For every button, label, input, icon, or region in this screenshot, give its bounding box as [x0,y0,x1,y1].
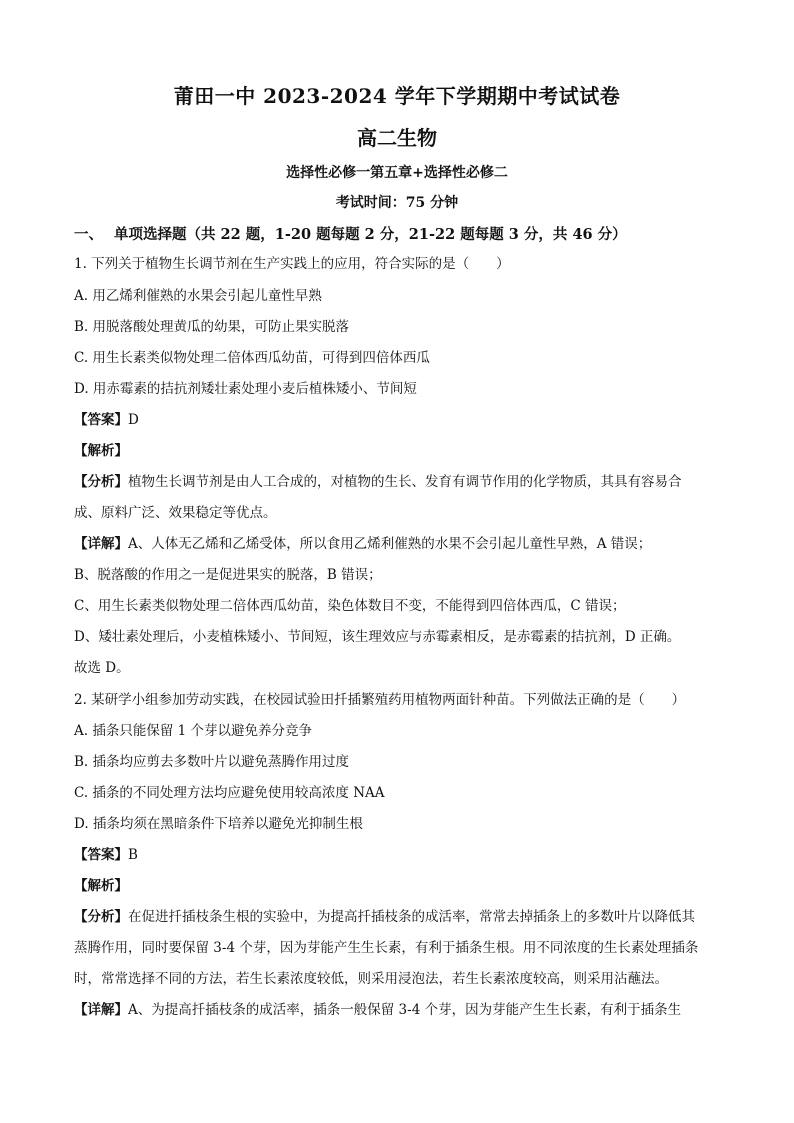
bracket-label: 【分析】 [74,474,128,490]
q1-option-c: C. 用生长素类似物处理二倍体西瓜幼苗，可得到四倍体西瓜 [74,350,430,366]
q1-analysis-line: 成、原料广泛、效果稳定等优点。 [74,505,277,521]
q2-option-a: A. 插条只能保留 1 个芽以避免养分竞争 [74,723,313,739]
q2-option-b: B. 插条均应剪去多数叶片以避免蒸腾作用过度 [74,754,350,770]
q1-detail-line [74,534,651,554]
q1-detail-line: B、脱落酸的作用之一是促进果实的脱落，B 错误； [74,567,382,583]
q2-detail-line [74,1000,681,1020]
bracket-label: 【详解】 [74,1002,128,1018]
q2-option-d: D. 插条均须在黑暗条件下培养以避免光抑制生根 [74,816,363,832]
q2-analysis-line: 蒸腾作用，同时要保留 3-4 个芽，因为芽能产生生长素，有利于插条生根。用不同浓度的生长素处理插条 [74,940,699,956]
q1-option-d: D. 用赤霉素的拮抗剂矮壮素处理小麦后植株矮小、节间短 [74,381,417,397]
q2-explanation-label [74,876,128,896]
q1-answer [74,410,139,430]
q2-analysis-line: 时，常常选择不同的方法，若生长素浓度较低，则采用浸泡法，若生长素浓度较高，则采用沾蘸法。 [74,971,668,987]
line-text: D [128,412,139,428]
line-text: 植物生长调节剂是由人工合成的，对植物的生长、发育有调节作用的化学物质，其具有容易合 [128,474,682,490]
bracket-label: 【分析】 [74,909,128,925]
q2-answer [74,845,138,865]
line-text: 在促进扦插枝条生根的实验中，为提高扦插枝条的成活率，常常去掉插条上的多数叶片以降低其 [128,909,695,925]
exam-subject: 高二生物 [357,126,437,150]
bracket-label: 【解析】 [74,878,128,894]
q2-option-c: C. 插条的不同处理方法均应避免使用较高浓度 NAA [74,785,385,801]
line-text: B [128,847,138,863]
q1-conclusion: 故选 D。 [74,660,130,676]
bracket-label: 【答案】 [74,847,128,863]
exam-title: 莆田一中 2023-2024 学年下学期期中考试试卷 [173,84,621,108]
q1-explanation-label [74,441,128,461]
q1-detail-line: C、用生长素类似物处理二倍体西瓜幼苗，染色体数目不变，不能得到四倍体西瓜，C 错误； [74,598,626,614]
bracket-label: 【解析】 [74,443,128,459]
q1-stem: 1. 下列关于植物生长调节剂在生产实践上的应用，符合实际的是（ ） [74,256,510,272]
exam-time: 考试时间：75 分钟 [335,195,459,211]
line-text: A、人体无乙烯和乙烯受体，所以食用乙烯利催熟的水果不会引起儿童性早熟，A 错误； [128,536,652,552]
line-text: A、为提高扦插枝条的成活率，插条一般保留 3-4 个芽，因为芽能产生生长素，有利于插条生 [128,1002,682,1018]
q1-option-b: B. 用脱落酸处理黄瓜的幼果，可防止果实脱落 [74,319,350,335]
section-text: 单项选择题（共 22 题，1-20 题每题 2 分，21-22 题每题 3 分，共 46 分） [114,226,627,243]
q1-analysis-line [74,472,682,492]
q2-stem: 2. 某研学小组参加劳动实践，在校园试验田扦插繁殖药用植物两面针种苗。下列做法正确的是（ ） [74,692,686,708]
q2-analysis-line [74,907,695,927]
exam-scope: 选择性必修一第五章+选择性必修二 [286,165,508,181]
section-number: 一、 [74,226,103,243]
bracket-label: 【答案】 [74,412,128,428]
q1-option-a: A. 用乙烯利催熟的水果会引起儿童性早熟 [74,288,322,304]
section-heading [74,223,627,244]
q1-detail-line: D、矮壮素处理后，小麦植株矮小、节间短，该生理效应与赤霉素相反，是赤霉素的拮抗剂，D 正确。 [74,629,681,645]
bracket-label: 【详解】 [74,536,128,552]
